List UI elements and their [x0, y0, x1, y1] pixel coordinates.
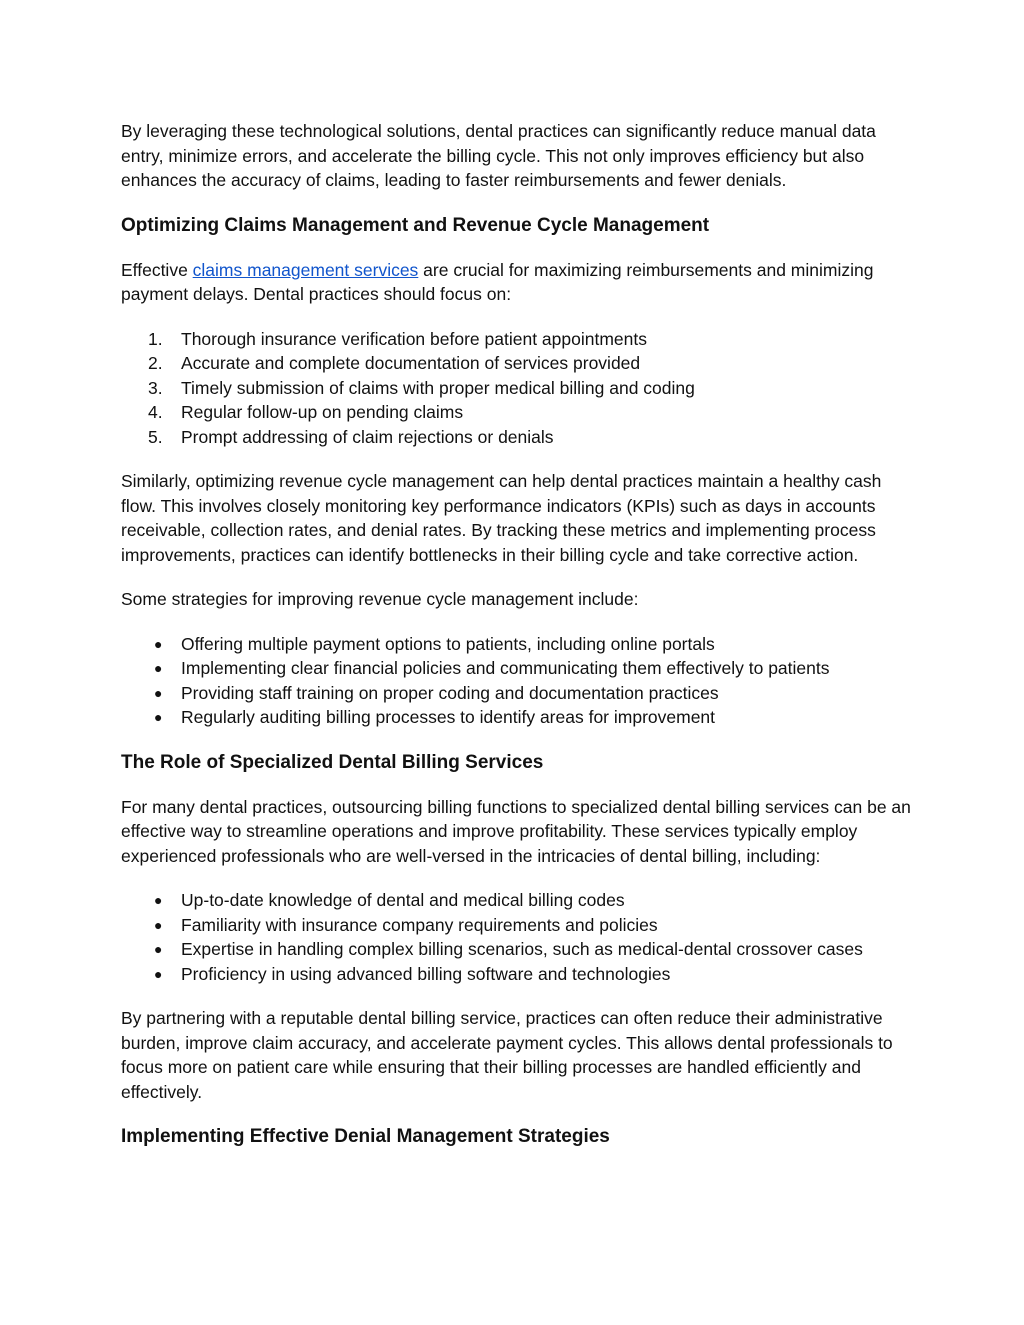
- list-number: 4.: [148, 402, 163, 422]
- list-item-text: Regularly auditing billing processes to identify areas for improvement: [181, 707, 716, 727]
- bullet-icon: ●: [154, 892, 163, 908]
- list-number: 3.: [148, 377, 163, 398]
- bullet-icon: ●: [154, 684, 163, 701]
- bullet-icon: ●: [154, 916, 163, 933]
- list-number: 5.: [148, 426, 163, 447]
- list-number: 1.: [148, 328, 163, 349]
- effective-paragraph: [121, 258, 911, 307]
- partnering-paragraph: By partnering with a reputable dental billing service, practices can often reduce their administrative burden, improve claim accuracy, and accelerate payment cycles. This allows dental professionals to focus more on patient care while ensuring that their billing processes are handled efficiently and effectively.: [121, 1008, 893, 1102]
- list-item-text: Proficiency in using advanced billing software and technologies: [181, 963, 671, 984]
- document-page: [121, 119, 911, 1150]
- heading-denial-management: Implementing Effective Denial Management Strategies: [121, 1126, 610, 1147]
- list-item-text: Familiarity with insurance company requirements and policies: [181, 914, 658, 935]
- list-item: [121, 962, 911, 987]
- similarly-paragraph: Similarly, optimizing revenue cycle management can help dental practices maintain a healthy cash flow. This involves closely monitoring key performance indicators (KPIs) such as days in accounts receivable, collection rates, and denial rates. By tracking these metrics and implementing process improvements, practices can identify bottlenecks in their billing cycle and take corrective action.: [121, 471, 882, 565]
- effective-text-before: Effective: [121, 259, 193, 280]
- expertise-bullet-list: [121, 888, 911, 986]
- claims-management-services-link[interactable]: claims management services: [192, 259, 419, 280]
- bullet-icon: ●: [154, 941, 163, 957]
- list-item-text: Thorough insurance verification before patient appointments: [181, 328, 647, 349]
- bullet-icon: ●: [154, 965, 163, 982]
- strategies-bullet-list: [121, 632, 911, 730]
- list-item-text: Prompt addressing of claim rejections or denials: [181, 426, 554, 447]
- list-item-text: Expertise in handling complex billing scenarios, such as medical-dental crossover cases: [181, 939, 863, 959]
- list-item: [121, 656, 911, 681]
- outsourcing-paragraph: For many dental practices, outsourcing billing functions to specialized dental billing services can be an effective way to streamline operations and improve profitability. These services typically employ experienced professionals who are well-versed in the intricacies of dental billing, including:: [121, 796, 911, 866]
- list-item: [121, 632, 911, 657]
- list-item-text: Up-to-date knowledge of dental and medical billing codes: [181, 890, 625, 910]
- intro-paragraph: By leveraging these technological solutions, dental practices can significantly reduce manual data entry, minimize errors, and accelerate the billing cycle. This not only improves efficiency but also enhances the accuracy of claims, leading to faster reimbursements and fewer denials.: [121, 121, 876, 190]
- list-item: [121, 351, 911, 376]
- list-item: [121, 400, 911, 425]
- heading-claims-management: Optimizing Claims Management and Revenue Cycle Management: [121, 214, 710, 236]
- bullet-icon: ●: [154, 635, 163, 652]
- list-item: [121, 327, 911, 352]
- list-item-text: Offering multiple payment options to patients, including online portals: [181, 633, 715, 654]
- list-item-text: Implementing clear financial policies and communicating them effectively to patients: [181, 658, 830, 678]
- focus-numbered-list: [121, 327, 911, 450]
- list-number: 2.: [148, 353, 163, 373]
- list-item: [121, 376, 911, 401]
- list-item-text: Timely submission of claims with proper medical billing and coding: [181, 377, 695, 398]
- heading-specialized-billing: The Role of Specialized Dental Billing Services: [121, 751, 544, 773]
- list-item: [121, 937, 911, 962]
- list-item: [121, 888, 911, 913]
- list-item-text: Providing staff training on proper coding and documentation practices: [181, 682, 719, 703]
- list-item: [121, 913, 911, 938]
- bullet-icon: ●: [154, 709, 163, 725]
- list-item: [121, 705, 911, 730]
- strategies-intro-paragraph: Some strategies for improving revenue cycle management include:: [121, 589, 639, 609]
- list-item-text: Regular follow-up on pending claims: [181, 402, 464, 422]
- list-item: [121, 425, 911, 450]
- bullet-icon: ●: [154, 660, 163, 676]
- effective-text-after: are crucial for maximizing reimbursements and minimizing payment delays. Dental practices should focus on:: [121, 259, 874, 304]
- list-item: [121, 681, 911, 706]
- list-item-text: Accurate and complete documentation of services provided: [181, 353, 641, 373]
